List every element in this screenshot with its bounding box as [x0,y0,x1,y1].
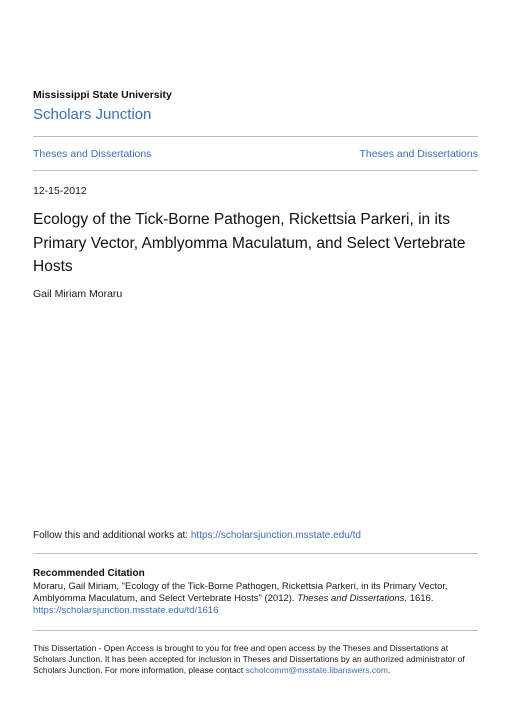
citation-block [33,581,478,617]
follow-text: Follow this and additional works at: [33,530,191,541]
notice-end: . [387,665,391,675]
divider-top [33,136,478,137]
divider-collection [33,170,478,171]
divider-citation [33,553,478,554]
institution-name: Mississippi State University [33,89,172,101]
notice-text: This Dissertation - Open Access is brought to you for free and open access by the Theses and Dissertations at Scholars Junction. It has been accepted for inclusion in Theses and Dissertations by an authorized administrator of Scholars Junction. For more information, please contact [33,643,465,675]
follow-line [33,530,361,541]
citation-link[interactable]: https://scholarsjunction.msstate.edu/td/1616 [33,605,219,616]
citation-heading: Recommended Citation [33,568,145,579]
citation-text: Moraru, Gail Miriam, "Ecology of the Tick-Borne Pathogen, Rickettsia Parkeri, in its Primary Vector, Amblyomma Maculatum, and Select Vertebrate Hosts" (2012). [33,581,448,604]
collection-link-right[interactable]: Theses and Dissertations [359,148,478,160]
repository-link[interactable]: Scholars Junction [33,106,152,123]
document-title: Ecology of the Tick-Borne Pathogen, Rickettsia Parkeri, in its Primary Vector, Amblyomma Maculatum, and Select Vertebrate Hosts [33,211,466,275]
collection-link-left[interactable]: Theses and Dissertations [33,148,152,160]
access-notice [33,643,483,676]
citation-number: . 1616. [404,593,434,604]
contact-email-link[interactable]: scholcomm@msstate.libanswers.com [245,665,388,675]
citation-series: Theses and Dissertations [297,593,405,604]
divider-notice [33,630,478,631]
follow-link[interactable]: https://scholarsjunction.msstate.edu/td [190,530,361,541]
publication-date: 12-15-2012 [33,185,87,197]
author-name: Gail Miriam Moraru [33,288,123,300]
